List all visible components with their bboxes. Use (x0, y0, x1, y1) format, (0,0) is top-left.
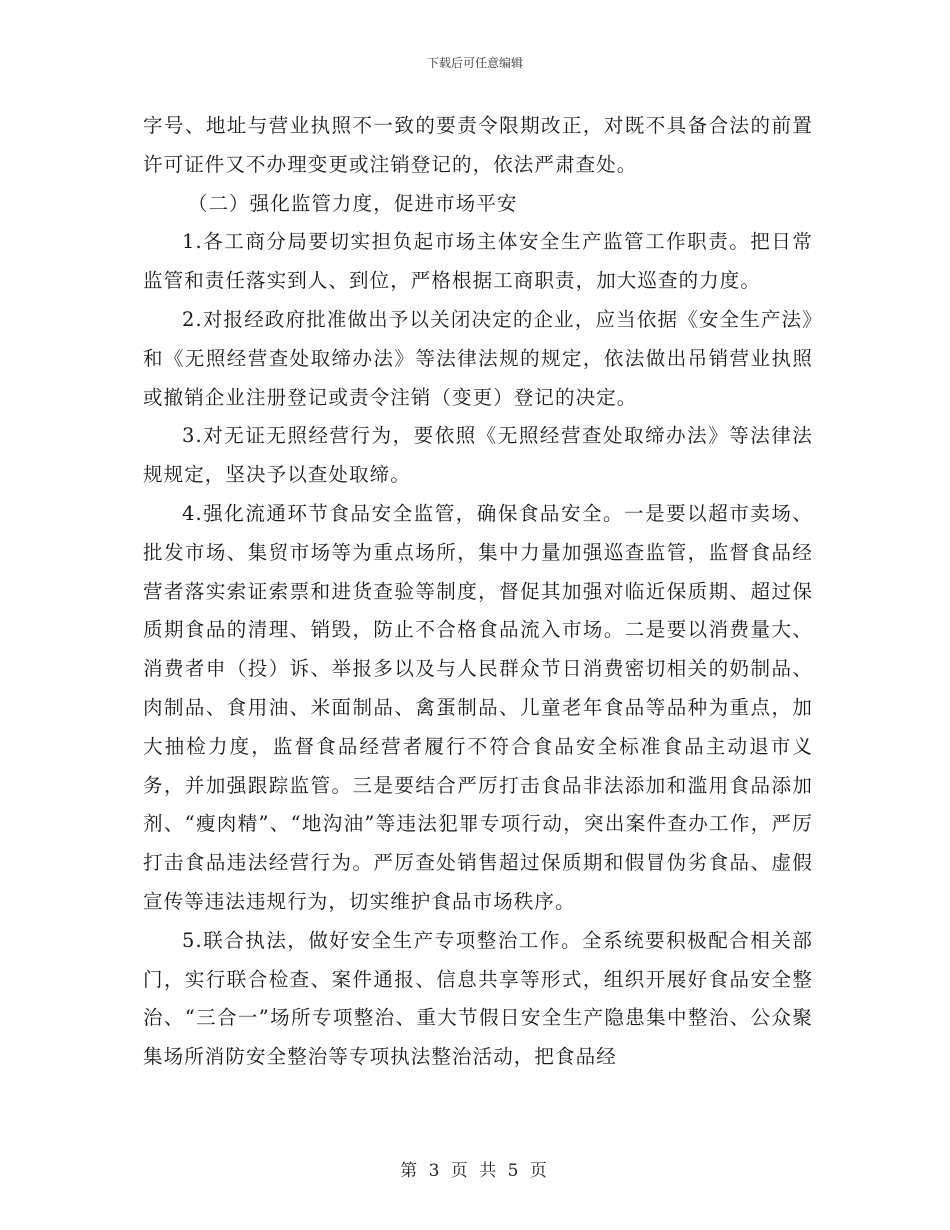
page-number-footer: 第 3 页 共 5 页 (400, 1161, 550, 1181)
continuation-paragraph: 字号、地址与营业执照不一致的要责令限期改正，对既不具备合法的前置许可证件又不办理变更或注销登记的，依法严肃查处。 (143, 114, 813, 176)
section-heading: （二）强化监管力度，促进市场平安 (187, 191, 518, 215)
list-item-5: 5.联合执法，做好安全生产专项整治工作。全系统要积极配合相关部门，实行联合检查、案件通报、信息共享等形式，组织开展好食品安全整治、“三合一”场所专项整治、重大节假日安全生产隐患集中整治、公众聚集场所消防安全整治等专项执法整治活动，把食品经 (143, 928, 813, 1069)
list-item-1: 1.各工商分局要切实担负起市场主体安全生产监管工作职责。把日常监管和责任落实到人、到位，严格根据工商职责，加大巡查的力度。 (143, 230, 813, 293)
document-body (143, 107, 813, 1077)
list-item-3: 3.对无证无照经营行为，要依照《无照经营查处取缔办法》等法律法规规定，坚决予以查处取缔。 (143, 424, 813, 487)
page-header: 下载后可任意编辑 (426, 56, 523, 70)
list-item-4: 4.强化流通环节食品安全监管，确保食品安全。一是要以超市卖场、批发市场、集贸市场等为重点场所，集中力量加强巡查监管，监督食品经营者落实索证索票和进货查验等制度，督促其加强对临近保质期、超过保质期食品的清理、销毁，防止不合格食品流入市场。二是要以消费量大、消费者申（投）诉、举报多以及与人民群众节日消费密切相关的奶制品、肉制品、食用油、米面制品、禽蛋制品、儿童老年食品等品种为重点，加大抽检力度，监督食品经营者履行不符合食品安全标准食品主动退市义务，并加强跟踪监管。三是要结合严厉打击食品非法添加和滥用食品添加剂、“瘦肉精”、“地沟油”等违法犯罪专项行动，突出案件查办工作，严厉打击食品违法经营行为。严厉查处销售超过保质期和假冒伪劣食品、虚假宣传等违法违规行为，切实维护食品市场秩序。 (143, 501, 813, 913)
list-item-2: 2.对报经政府批准做出予以关闭决定的企业，应当依据《安全生产法》和《无照经营查处取缔办法》等法律法规的规定，依法做出吊销营业执照或撤销企业注册登记或责令注销（变更）登记的决定。 (143, 307, 813, 409)
